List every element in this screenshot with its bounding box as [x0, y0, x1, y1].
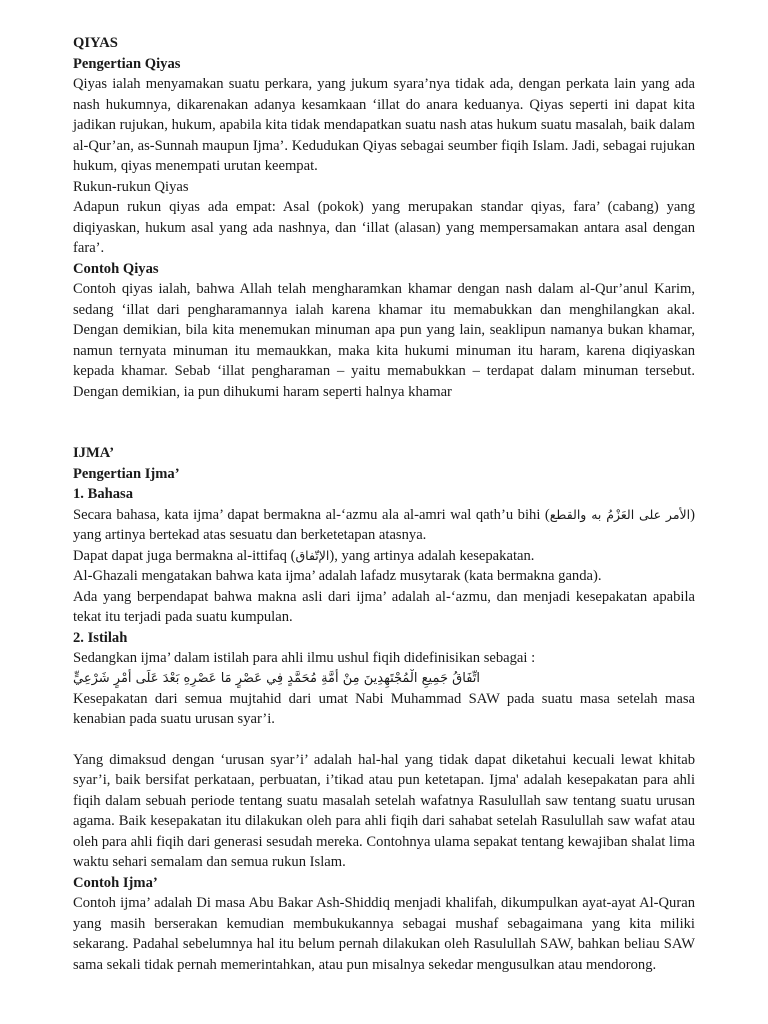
ijma-contoh-heading: Contoh Ijma’	[73, 874, 158, 891]
qiyas-rukun-paragraph: Adapun rukun qiyas ada empat: Asal (pokok) yang merupakan standar qiyas, fara’ (cabang) yang diqiyaskan, hukum asal yang ada nashnya, dan ‘illat (alasan) yang mempersamakan antara asal dengan fara’.	[73, 199, 695, 256]
ijma-bahasa-heading: 1. Bahasa	[73, 486, 134, 502]
bahasa-text-post: ) yang artinya bertekad atas sesuatu dan berketetapan atasnya.	[73, 506, 695, 543]
ijma-bahasa-paragraph	[73, 505, 695, 546]
qiyas-pengertian-paragraph: Qiyas ialah menyamakan suatu perkara, yang jukum syara’nya tidak ada, dengan perkata lain yang ada nash hukumnya, dikarenakan adanya kesamkaan ‘illat do anara keduanya. Qiyas seperti ini dapat kita jadikan rujukan, hukum, apabila kita tidak mendapatkan suatu nash atas hukum suatu masalah, baik dalam al-Qur’an, as-Sunnah maupun Ijma’. Kedudukan Qiyas sebagai seumber fiqih Islam. Jadi, sebagai rujukan hukum, qiyas menempati urutan keempat.	[73, 76, 695, 174]
ijma-title: IJMA’	[73, 445, 115, 461]
ittifaq-arabic: الإتّفاق	[295, 547, 330, 563]
ijma-ghazali-paragraph: Al-Ghazali mengatakan bahwa kata ijma’ adalah lafadz musytarak (kata bermakna ganda).	[73, 568, 602, 584]
ijma-istilah-meaning: Kesepakatan dari semua mujtahid dari umat Nabi Muhammad SAW pada suatu masa setelah masa kenabian pada suatu urusan syar’i.	[73, 690, 695, 727]
section-spacer	[73, 402, 695, 443]
ijma-istilah-heading: 2. Istilah	[73, 629, 128, 646]
ijma-pengertian-heading: Pengertian Ijma’	[73, 465, 180, 482]
paragraph-spacer	[73, 730, 695, 750]
document-page	[73, 33, 695, 975]
qiyas-pengertian-heading: Pengertian Qiyas	[73, 55, 181, 72]
ijma-contoh-paragraph: Contoh ijma’ adalah Di masa Abu Bakar Ash-Shiddiq menjadi khalifah, dikumpulkan ayat-ayat Al-Quran yang masih berserakan kemudian membukukannya sebagai mushaf sebagaimana yang kita miliki sekarang. Padahal sebelumnya hal itu belum pernah dilakukan oleh Rasulullah SAW, bahkan beliau SAW sama sekali tidak pernah memerintahkan, atau pun misalnya sekedar mengusulkan atau mendorong.	[73, 895, 695, 973]
ijma-istilah-arabic-definition: اتِّفَاقُ جَمِيعِ الْمُجْتَهِدِينَ مِنْ أُمَّةِ مُحَمَّدٍ فِي عَصْرٍ مَا عَصْرِهِ بَعْدَ عَلَى أَمْرٍ شَرْعِيٍّ	[73, 670, 481, 686]
ittifaq-text-pre: Dapat dapat juga bermakna al-ittifaq (	[73, 547, 296, 564]
bahasa-arabic-phrase: الأمر على العَزْمُ به والقطع	[549, 506, 691, 522]
ijma-ittifaq-paragraph	[73, 546, 695, 567]
qiyas-contoh-heading: Contoh Qiyas	[73, 260, 159, 277]
qiyas-title: QIYAS	[73, 35, 118, 51]
qiyas-rukun-heading: Rukun-rukun Qiyas	[73, 178, 189, 195]
ijma-istilah-intro: Sedangkan ijma’ dalam istilah para ahli ilmu ushul fiqih didefinisikan sebagai :	[73, 650, 536, 666]
ittifaq-text-post: ), yang artinya adalah kesepakatan.	[329, 547, 535, 564]
ijma-berpendapat-paragraph: Ada yang berpendapat bahwa makna asli dari ijma’ adalah al-‘azmu, dan menjadi kesepakatan apabila tekat itu terjadi pada suatu kumpulan.	[73, 588, 695, 625]
bahasa-text-pre: Secara bahasa, kata ijma’ dapat bermakna al-‘azmu ala al-amri wal qath’u bihi (	[73, 506, 550, 523]
ijma-urusan-paragraph: Yang dimaksud dengan ‘urusan syar’i’ adalah hal-hal yang tidak dapat diketahui kecuali lewat khitab syar’i, baik bersifat perkataan, perbuatan, i’tikad atau pun ketetapan. Ijma' adalah kesepakatan para ahli fiqih dalam sebuah periode tentang suatu masalah setelah wafatnya Rasulullah saw tentang suatu urusan agama. Baik kesepakatan itu dilakukan oleh para ahli fiqih dari sahabat setelah Rasulullah saw wafat atau oleh para ahli fiqih dari generasi sesudah mereka. Contohnya ulama sepakat tentang kewajiban shalat lima waktu sehari semalam dan semua rukun Islam.	[73, 751, 695, 870]
qiyas-contoh-paragraph: Contoh qiyas ialah, bahwa Allah telah mengharamkan khamar dengan nash dalam al-Qur’anul Karim, sedang ‘illat dari pengharamannya ialah karena khamar itu memabukkan dan menghilangkan akal. Dengan demikian, bila kita menemukan minuman apa pun yang lain, seaklipun namanya bukan khamar, namun ternyata minuman itu memaukkan, maka kita hukumi minuman itu haram, karena diqiyaskan kepada khamar. Sebab ‘illat pengharaman – yaitu memabukkan – terdapat dalam minuman tersebut. Dengan demikian, ia pun dihukumi haram seperti halnya khamar	[73, 281, 695, 400]
